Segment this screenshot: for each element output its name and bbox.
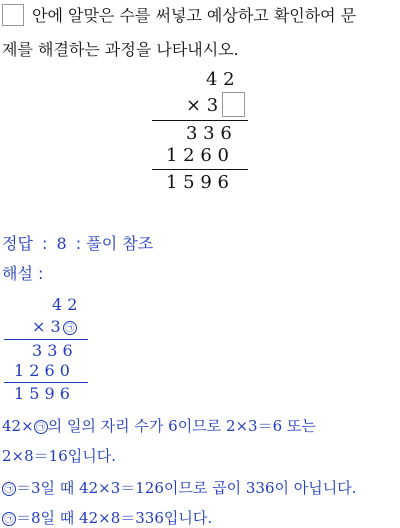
explanation-line-3 (2, 478, 357, 498)
line-1-post: 의 일의 자리 수가 6이므로 2×3＝6 또는 (47, 417, 316, 435)
problem-rule-2 (152, 169, 248, 170)
explanation-multiplicand: 4 2 (52, 295, 78, 314)
line-1-pre: 42× (2, 417, 34, 435)
blank-symbol-icon: ㉠ (63, 321, 77, 335)
answer-label: 정답 (2, 234, 33, 253)
explanation-rule-1 (4, 339, 88, 340)
line-4-post: ＝8일 때 42×8＝336입니다. (16, 509, 213, 527)
line-3-post: ＝3일 때 42×3＝126이므로 곱이 336이 아닙니다. (16, 479, 357, 497)
problem-rule-1 (152, 120, 248, 121)
blank-symbol-icon: ㉠ (2, 482, 16, 496)
problem-result: 1 5 9 6 (166, 172, 229, 193)
explanation-result: 1 5 9 6 (14, 384, 70, 403)
problem-multiplicand: 4 2 (206, 69, 235, 90)
explanation-rule-2 (4, 382, 88, 383)
explanation-line-4 (2, 508, 212, 528)
question-line-1: 안에 알맞은 수를 써넣고 예상하고 확인하여 문 (32, 6, 357, 25)
blank-box-icon (2, 4, 24, 26)
explanation-line-1 (2, 416, 316, 436)
explanation-line-2 (2, 446, 116, 466)
blank-symbol-icon: ㉠ (34, 420, 48, 434)
explanation-partial-1: 3 3 6 (32, 341, 73, 360)
explanation-partial-2: 1 2 6 0 (14, 361, 70, 380)
answer-value: 8 (56, 234, 67, 253)
question-line-2: 제를 해결하는 과정을 나타내시오. (2, 40, 239, 59)
explanation-times: × 3 (32, 317, 61, 336)
problem-multiplier: × 3 (186, 95, 219, 116)
explanation-multiplier (32, 318, 77, 336)
answer-colon: : (42, 234, 48, 253)
line-2-text: 2×8＝16입니다. (2, 447, 116, 465)
blank-symbol-icon: ㉠ (2, 512, 16, 526)
problem-answer-box[interactable] (222, 92, 245, 117)
answer-note: : 풀이 참조 (75, 234, 154, 253)
problem-partial-1: 3 3 6 (186, 123, 232, 144)
explanation-label: 해설 : (2, 264, 44, 283)
answer-line (2, 234, 153, 254)
problem-partial-2: 1 2 6 0 (166, 145, 229, 166)
